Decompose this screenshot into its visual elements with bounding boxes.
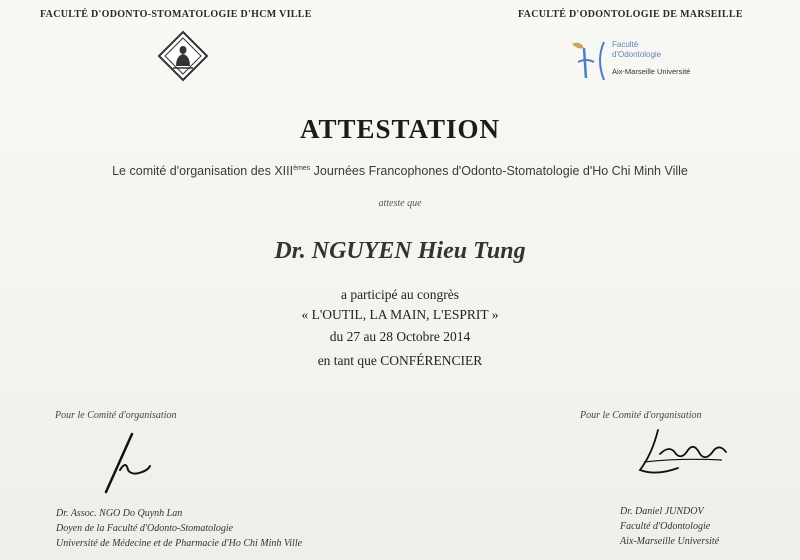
participant-role: en tant que CONFÉRENCIER	[317, 353, 483, 368]
right-logo-line1: Faculté	[612, 40, 639, 49]
certificate-title: ATTESTATION	[299, 114, 501, 144]
right-logo-line2: d'Odontologie	[612, 50, 662, 59]
right-signatory-name: Dr. Daniel JUNDOV	[620, 506, 704, 517]
left-signatory-role2: Université de Médecine et de Pharmacie d'Ho Chi Minh Ville	[56, 538, 303, 549]
hcm-faculty-logo	[157, 30, 209, 82]
right-institution-header: FACULTÉ D'ODONTOLOGIE DE MARSEILLE	[518, 9, 743, 20]
congress-theme: « L'OUTIL, LA MAIN, L'ESPRIT »	[301, 307, 499, 322]
left-signatory-name: Dr. Assoc. NGO Do Quynh Lan	[56, 508, 183, 519]
left-institution-header: FACULTÉ D'ODONTO-STOMATOLOGIE D'HCM VILLE	[40, 9, 312, 20]
intro-superscript: èmes	[293, 164, 311, 172]
right-signatory-role1: Faculté d'Odontologie	[620, 521, 711, 532]
intro-before: Le comité d'organisation des XIII	[112, 164, 294, 178]
left-signatory-role1: Doyen de la Faculté d'Odonto-Stomatologie	[56, 523, 234, 534]
right-signatory-role2: Aix-Marseille Université	[620, 536, 720, 547]
left-signatory-block	[56, 506, 302, 551]
right-signature-caption: Pour le Comité d'organisation	[580, 410, 702, 421]
left-handwritten-signature	[98, 430, 158, 500]
left-signature-caption: Pour le Comité d'organisation	[55, 410, 177, 421]
atteste-que: atteste que	[378, 198, 422, 209]
intro-after: Journées Francophones d'Odonto-Stomatologie d'Ho Chi Minh Ville	[310, 164, 688, 178]
marseille-faculty-logo	[566, 38, 706, 84]
participation-line: a participé au congrès	[340, 287, 460, 302]
recipient-name: Dr. NGUYEN Hieu Tung	[274, 238, 526, 264]
right-logo-line3: Aix-Marseille Université	[612, 67, 691, 76]
congress-dates: du 27 au 28 Octobre 2014	[329, 329, 471, 344]
right-signatory-block	[620, 504, 719, 549]
intro-sentence	[0, 164, 800, 178]
right-handwritten-signature	[630, 424, 740, 484]
